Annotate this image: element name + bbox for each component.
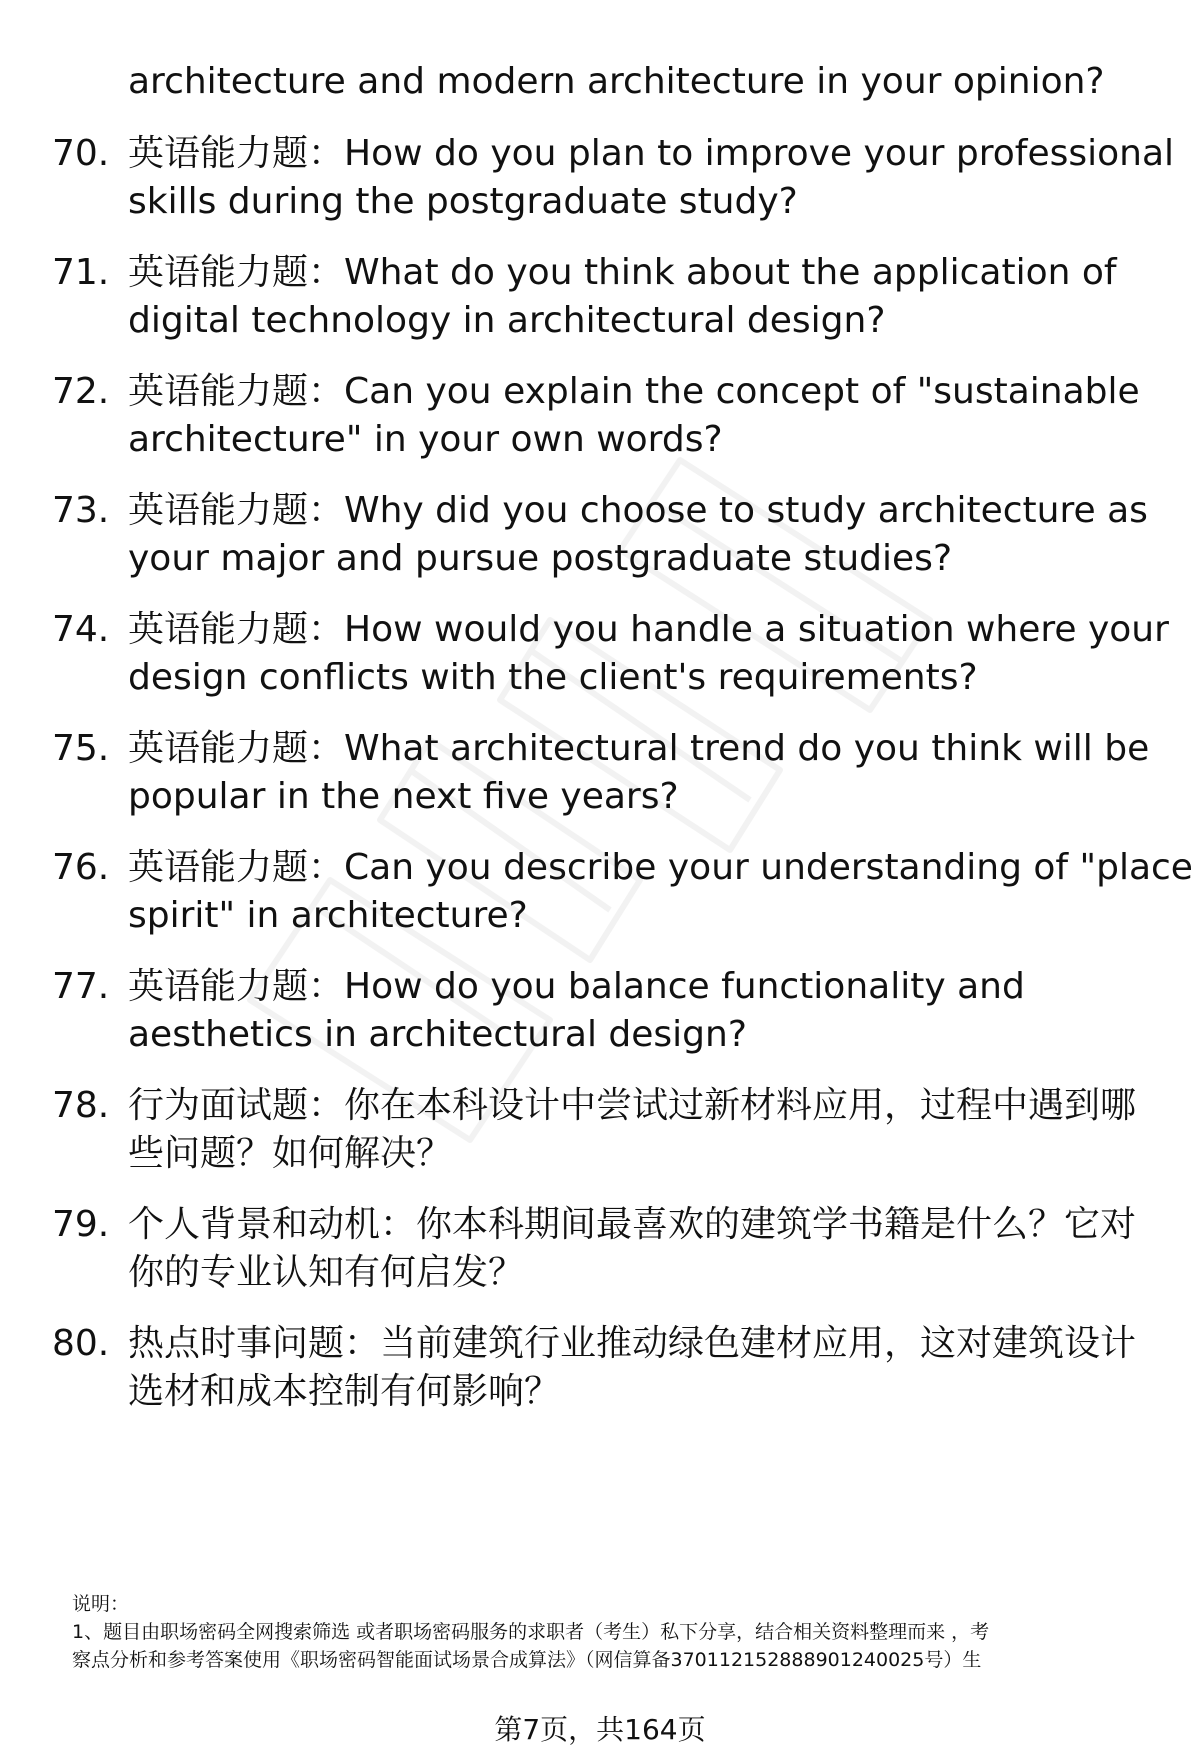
question-line: 选材和成本控制有何影响？ bbox=[128, 1371, 561, 1412]
question-category: 英语能力题： bbox=[128, 728, 345, 769]
question-number: 76. bbox=[52, 847, 110, 888]
question-line: 些问题？如何解决？ bbox=[128, 1133, 453, 1174]
question-number: 72. bbox=[52, 371, 110, 412]
footnote bbox=[72, 1590, 1162, 1674]
question-text bbox=[128, 844, 1200, 940]
question-text bbox=[128, 963, 1200, 1059]
question-category: 英语能力题： bbox=[128, 371, 345, 412]
question-number: 79. bbox=[52, 1204, 110, 1245]
question-line: Can you describe your understanding of "place bbox=[344, 847, 1193, 888]
question-category: 英语能力题： bbox=[128, 252, 345, 293]
question-number: 78. bbox=[52, 1085, 110, 1126]
question-line: What do you think about the application of bbox=[344, 252, 1117, 293]
question-line: 你的专业认知有何启发？ bbox=[128, 1252, 525, 1293]
question-text bbox=[128, 606, 1200, 702]
question-number: 74. bbox=[52, 609, 110, 650]
question-text bbox=[128, 130, 1200, 226]
question-line: Why did you choose to study architecture as bbox=[344, 490, 1148, 531]
question-category: 热点时事问题： bbox=[128, 1323, 381, 1364]
question-text bbox=[128, 249, 1200, 345]
question-category: 英语能力题： bbox=[128, 847, 345, 888]
question-line: your major and pursue postgraduate studies? bbox=[128, 538, 953, 579]
question-text bbox=[128, 368, 1200, 464]
question-number: 73. bbox=[52, 490, 110, 531]
question-text bbox=[128, 1201, 1200, 1297]
question-number: 71. bbox=[52, 252, 110, 293]
question-number: 70. bbox=[52, 133, 110, 174]
question-line: design conflicts with the client's requirements? bbox=[128, 657, 978, 698]
question-line: How would you handle a situation where your bbox=[344, 609, 1169, 650]
question-line: 你在本科设计中尝试过新材料应用，过程中遇到哪 bbox=[344, 1085, 1137, 1126]
question-category: 英语能力题： bbox=[128, 966, 345, 1007]
question-line: How do you plan to improve your professional bbox=[344, 133, 1175, 174]
question-text bbox=[128, 1320, 1200, 1416]
footnote-heading: 说明： bbox=[72, 1593, 130, 1615]
question-text bbox=[128, 1082, 1200, 1178]
question-category: 英语能力题： bbox=[128, 609, 345, 650]
question-line: Can you explain the concept of "sustainable bbox=[344, 371, 1140, 412]
question-line: digital technology in architectural design? bbox=[128, 300, 886, 341]
question-category: 英语能力题： bbox=[128, 490, 345, 531]
question-number: 77. bbox=[52, 966, 110, 1007]
question-text bbox=[128, 487, 1200, 583]
question-line: aesthetics in architectural design? bbox=[128, 1014, 747, 1055]
continued-question-text: architecture and modern architecture in your opinion? bbox=[128, 61, 1105, 102]
question-line: popular in the next five years? bbox=[128, 776, 679, 817]
question-line: 当前建筑行业推动绿色建材应用，这对建筑设计 bbox=[380, 1323, 1137, 1364]
question-line: How do you balance functionality and bbox=[344, 966, 1025, 1007]
question-line: 你本科期间最喜欢的建筑学书籍是什么？它对 bbox=[416, 1204, 1137, 1245]
question-category: 行为面试题： bbox=[128, 1085, 345, 1126]
question-category: 个人背景和动机： bbox=[128, 1204, 417, 1245]
question-number: 75. bbox=[52, 728, 110, 769]
question-line: architecture" in your own words? bbox=[128, 419, 723, 460]
footnote-line: 察点分析和参考答案使用《职场密码智能面试场景合成算法》（网信算备370112152888901240025号）生 bbox=[72, 1649, 982, 1671]
question-number: 80. bbox=[52, 1323, 110, 1364]
question-text bbox=[128, 725, 1200, 821]
question-line: What architectural trend do you think will be bbox=[344, 728, 1150, 769]
footnote-line: 1、题目由职场密码全网搜索筛选 或者职场密码服务的求职者（考生）私下分享，结合相关资料整理而来 ，考 bbox=[72, 1621, 990, 1643]
question-line: spirit" in architecture? bbox=[128, 895, 528, 936]
question-line: skills during the postgraduate study? bbox=[128, 181, 798, 222]
page-indicator: 第7页，共164页 bbox=[494, 1713, 706, 1746]
question-category: 英语能力题： bbox=[128, 133, 345, 174]
